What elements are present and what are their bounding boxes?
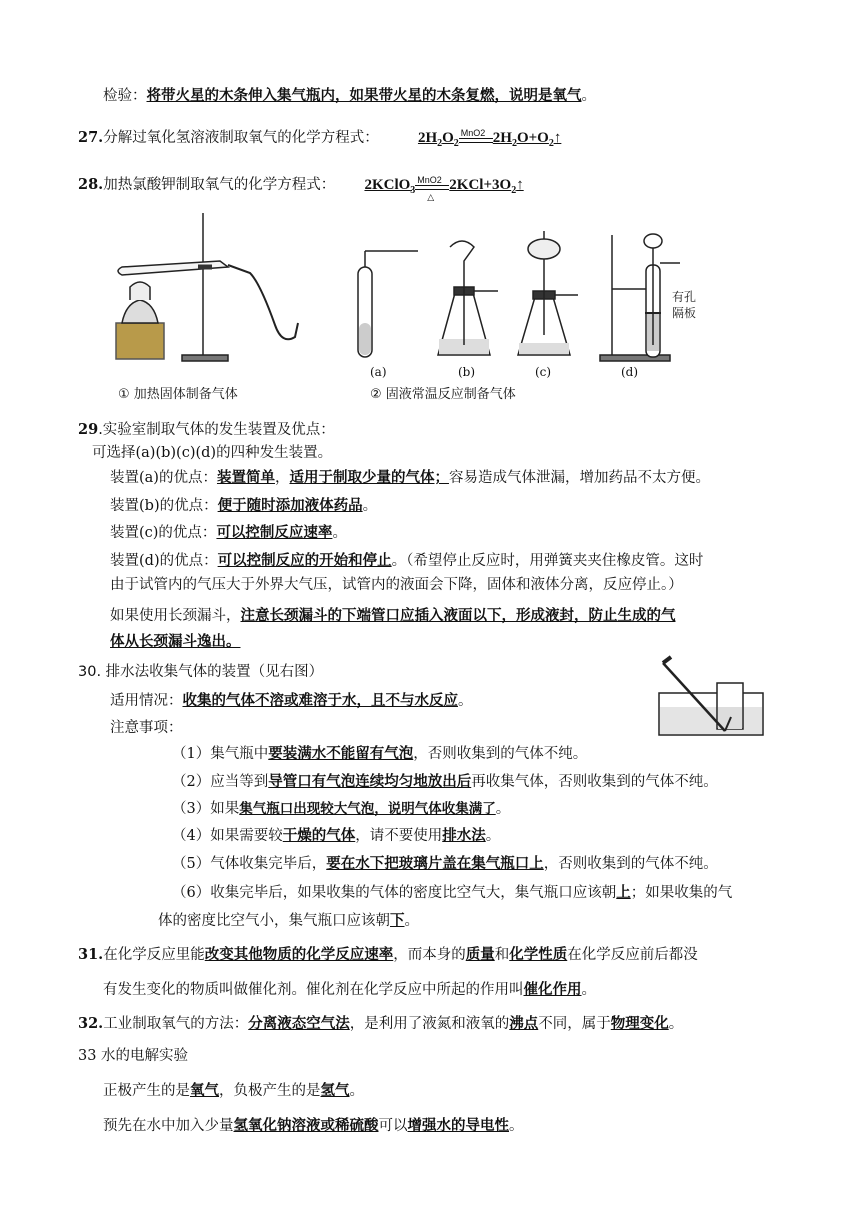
q29-b-end: 。: [362, 498, 378, 514]
apparatus-c: [518, 231, 578, 355]
q31-number: 31.: [78, 946, 104, 963]
q33-l2-ans2: 增强水的导电性: [407, 1117, 509, 1134]
label-c: (c): [535, 365, 552, 379]
q31-ans2: 质量: [465, 946, 495, 963]
q29-a: [110, 468, 710, 488]
q30-applic-end: 。: [458, 693, 473, 709]
heating-apparatus: [116, 213, 298, 361]
q29-number: 29: [78, 421, 99, 438]
q33-l1-mid: ，负极产生的是: [219, 1083, 321, 1099]
q29-c-ans: 可以控制反应速率: [216, 524, 333, 541]
q33-l1-ans1: 氧气: [190, 1082, 219, 1099]
q30-note-4: [172, 826, 500, 846]
q29-c-prefix: 装置(c)的优点：: [110, 525, 217, 541]
q33-l1-end: 。: [349, 1083, 364, 1099]
q32-number: 32.: [78, 1015, 104, 1032]
q29-b-ans: 便于随时添加液体药品: [217, 497, 363, 514]
q30-note-2: [172, 772, 718, 792]
q28-heat: △: [427, 191, 435, 202]
q30-note-3: [172, 799, 510, 819]
q33-l2-mid: 可以: [378, 1118, 408, 1134]
q28-line: [78, 175, 524, 201]
q29-d: [110, 551, 703, 571]
q29-a-rest: 容易造成气体泄漏，增加药品不太方便。: [448, 470, 710, 486]
annotation-perforated-plate-2: 隔板: [672, 306, 697, 320]
label-a: (a): [370, 365, 387, 379]
check-suffix: 。: [581, 88, 596, 104]
q29-a-sep: ，: [274, 470, 290, 486]
q31-mid2: 和: [494, 947, 510, 963]
q29-funnel: [110, 606, 676, 626]
apparatus-d: [600, 234, 680, 361]
q30-n6-ans1: 上: [616, 884, 631, 901]
q31-line2: [103, 980, 596, 1000]
label-d: (d): [621, 365, 639, 379]
q30-n2-ans: 导管口有气泡连续均匀地放出后: [268, 773, 472, 790]
q30-n4-ans1: 干燥的气体: [282, 827, 356, 844]
q30-n1-pre: （1）集气瓶中: [172, 746, 269, 762]
q30-n5-pre: （5）气体收集完毕后，: [172, 856, 327, 872]
q30-applic-ans: 收集的气体不溶或难溶于水，且不与水反应: [182, 692, 458, 709]
q27-number: 27.: [78, 129, 104, 146]
q31-end: 。: [581, 982, 596, 998]
q31-line2-pre: 有发生变化的物质叫做催化剂。催化剂在化学反应中所起的作用叫: [103, 982, 524, 998]
q28-catalyst: MnO2: [417, 174, 442, 185]
q32-pre: 工业制取氧气的方法：: [103, 1016, 249, 1032]
q30-n5-post: ，否则收集到的气体不纯。: [543, 856, 718, 872]
q30-n4-ans2: 排水法: [442, 827, 486, 844]
q29-d-prefix: 装置(d)的优点：: [110, 553, 218, 569]
q32-line: [78, 1014, 683, 1034]
q29-d-rest: 。（希望停止反应时，用弹簧夹夹住橡皮管。这时: [391, 553, 704, 569]
q29-funnel-ans2: 体从长颈漏斗逸出。: [110, 633, 241, 650]
q33-l2-ans1: 氢氧化钠溶液或稀硫酸: [233, 1117, 379, 1134]
q30-n4-pre: （4）如果需要较: [172, 828, 283, 844]
apparatus-a: [358, 251, 418, 357]
q30-note-6-line2: [158, 911, 419, 931]
q29-d-ans: 可以控制反应的开始和停止: [217, 552, 392, 569]
q29-b-prefix: 装置(b)的优点：: [110, 498, 218, 514]
q30-n3-post: 。: [495, 801, 511, 817]
q28-text: 加热氯酸钾制取氧气的化学方程式：: [103, 177, 336, 193]
q30-n6-line2-pre: 体的密度比空气小，集气瓶口应该朝: [158, 913, 390, 929]
q29-d-line2: 由于试管内的气压大于外界大气压，试管内的液面会下降，固体和液体分离，反应停止。）: [110, 577, 683, 593]
q29-a-prefix: 装置(a)的优点：: [110, 470, 217, 486]
q30-n2-post: 再收集气体，否则收集到的气体不纯。: [471, 774, 718, 790]
q30-n1-ans: 要装满水不能留有气泡: [268, 745, 414, 762]
q30-applic-prefix: 适用情况：: [110, 693, 183, 709]
q30-n6-ans2: 下: [390, 912, 405, 929]
check-line: [103, 86, 596, 106]
caption-right: ② 固液常温反应制备气体: [370, 387, 516, 402]
q29-funnel-line2: [110, 632, 241, 652]
q29-c-end: 。: [332, 525, 347, 541]
q30-applic: [110, 691, 473, 711]
q29-a-ans2: 适用于制取少量的气体；: [289, 469, 449, 486]
q33-l1-ans2: 氢气: [320, 1082, 350, 1099]
q32-ans3: 物理变化: [610, 1015, 669, 1032]
water-displacement-figure: [655, 655, 770, 740]
q30-n3-ans: 集气瓶口出现较大气泡，说明气体收集满了: [239, 801, 496, 817]
q30-note-5: [172, 854, 718, 874]
q30-title: 30. 排水法收集气体的装置（见右图）: [78, 664, 324, 680]
q30-note-6: [172, 883, 732, 903]
q33-l1-pre: 正极产生的是: [103, 1083, 190, 1099]
q30-n1-post: ，否则收集到的气体不纯。: [413, 746, 588, 762]
q31-line1: [78, 945, 698, 965]
q31-ans3: 化学性质: [509, 946, 568, 963]
q29-title-text: .实验室制取气体的发生装置及优点：: [98, 422, 335, 438]
q27-text: 分解过氧化氢溶液制取氧气的化学方程式：: [103, 130, 379, 146]
q30-n4-mid: ，请不要使用: [355, 828, 443, 844]
check-answer: 将带火星的木条伸入集气瓶内，如果带火星的木条复燃，说明是氧气: [146, 87, 582, 104]
q30-n6-end: 。: [404, 913, 419, 929]
q33-title: 33 水的电解实验: [78, 1048, 189, 1064]
q29-a-ans1: 装置简单: [216, 469, 275, 486]
q29-b: [110, 496, 377, 516]
q31-post1: 在化学反应前后都没: [567, 947, 698, 963]
q28-equation: 2KClO$_3$ MnO2 △ $2KCl+3O_2↑$: [364, 177, 523, 193]
q32-mid: ，是利用了液氮和液氧的: [349, 1016, 510, 1032]
q29-funnel-prefix: 如果使用长颈漏斗，: [110, 608, 241, 624]
check-prefix: 检验：: [103, 88, 147, 104]
q27-line: [78, 128, 561, 154]
q31-ans4: 催化作用: [523, 981, 582, 998]
q31-pre: 在化学反应里能: [103, 947, 205, 963]
q32-end: 。: [668, 1016, 684, 1032]
q31-mid1: ，而本身的: [393, 947, 466, 963]
q32-mid2: 不同，属于: [538, 1016, 611, 1032]
q33-l2-pre: 预先在水中加入少量: [103, 1118, 234, 1134]
q30-notes-title: 注意事项：: [110, 720, 183, 736]
q33-line2: [103, 1116, 524, 1136]
q29-title: [78, 420, 335, 440]
q30-n3-pre: （3）如果: [172, 801, 240, 817]
q29-c: [110, 523, 347, 543]
apparatus-figure: [100, 205, 700, 410]
q33-line1: [103, 1081, 364, 1101]
q32-ans1: 分离液态空气法: [248, 1015, 350, 1032]
q30-n6-pre: （6）收集完毕后，如果收集的气体的密度比空气大，集气瓶口应该朝: [172, 885, 617, 901]
q27-equation: $2H_2O_2$ MnO2 $2H_2O+O_2↑$: [418, 130, 561, 146]
q30-note-1: [172, 744, 587, 764]
annotation-perforated-plate-1: 有孔: [672, 290, 697, 304]
label-b: (b): [458, 365, 476, 379]
q30-n2-pre: （2）应当等到: [172, 774, 269, 790]
q30-n5-ans: 要在水下把玻璃片盖在集气瓶口上: [326, 855, 544, 872]
q28-number: 28.: [78, 176, 104, 193]
q30-n4-post: 。: [485, 828, 501, 844]
apparatus-b: [438, 241, 498, 355]
q29-funnel-ans: 注意长颈漏斗的下端管口应插入液面以下，形成液封，防止生成的气: [240, 607, 676, 624]
caption-left: ① 加热固体制备气体: [118, 387, 238, 402]
q29-intro: 可选择(a)(b)(c)(d)的四种发生装置。: [92, 445, 333, 461]
q27-catalyst: MnO2: [460, 127, 486, 138]
q31-ans1: 改变其他物质的化学反应速率: [204, 946, 394, 963]
q30-n6-mid: ；如果收集的气: [630, 885, 733, 901]
q33-l2-end: 。: [509, 1118, 524, 1134]
q32-ans2: 沸点: [509, 1015, 539, 1032]
